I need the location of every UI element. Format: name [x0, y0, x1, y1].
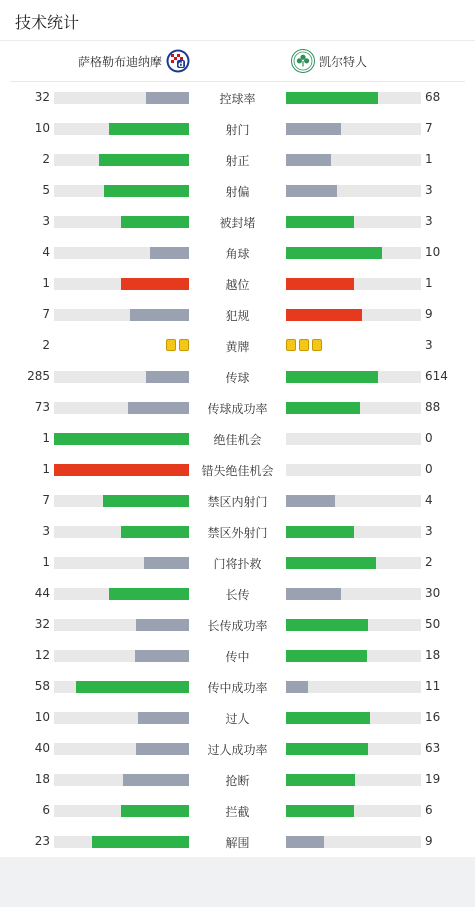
away-bar-fill: [286, 743, 368, 755]
away-bar-track: [286, 681, 421, 693]
stat-row: [0, 113, 475, 144]
home-team[interactable]: [78, 49, 190, 73]
away-bar-track: [286, 278, 421, 290]
away-bar-track: [286, 371, 421, 383]
away-value: 11: [425, 679, 441, 693]
away-team-name: 凯尔特人: [319, 54, 368, 69]
away-bar-track: [286, 402, 421, 414]
home-bar-track: [54, 216, 189, 228]
stat-label: 拦截: [225, 805, 250, 819]
home-value: 1: [42, 462, 50, 476]
away-bar-fill: [286, 650, 367, 662]
stat-label: 错失绝佳机会: [201, 464, 274, 478]
stat-label: 禁区外射门: [207, 526, 268, 540]
away-value: 1: [425, 276, 433, 290]
away-value: 2: [425, 555, 433, 569]
yellow-card-icon: [179, 339, 189, 351]
away-bar-track: [286, 185, 421, 197]
stat-label: 门将扑救: [213, 557, 262, 571]
home-bar-fill: [146, 92, 189, 104]
stat-row: [0, 144, 475, 175]
away-bar-track: [286, 650, 421, 662]
away-value: 9: [425, 307, 433, 321]
away-value: 18: [425, 648, 441, 662]
away-value: 614: [425, 369, 448, 383]
away-bar-fill: [286, 495, 335, 507]
away-bar-track: [286, 123, 421, 135]
home-bar-fill: [121, 216, 189, 228]
home-bar-fill: [136, 743, 189, 755]
home-value: 73: [34, 400, 50, 414]
yellow-card-icon: [286, 339, 296, 351]
away-bar-track: [286, 712, 421, 724]
home-bar-track: [54, 588, 189, 600]
home-value: 5: [42, 183, 50, 197]
home-value: 2: [42, 338, 50, 352]
home-bar-track: [54, 433, 189, 445]
stat-label: 控球率: [219, 92, 256, 106]
stat-label: 长传: [225, 588, 250, 602]
home-value: 3: [42, 214, 50, 228]
away-value: 63: [425, 741, 441, 755]
away-bar-fill: [286, 619, 368, 631]
stat-row: [0, 733, 475, 764]
stat-label: 解围: [225, 836, 250, 850]
stat-row: [0, 175, 475, 206]
stat-row: [0, 237, 475, 268]
away-value: 6: [425, 803, 433, 817]
away-value: 88: [425, 400, 441, 414]
home-value: 40: [34, 741, 50, 755]
home-bar-track: [54, 743, 189, 755]
home-value: 32: [34, 617, 50, 631]
home-bar-track: [54, 185, 189, 197]
away-value: 1: [425, 152, 433, 166]
home-value: 10: [34, 121, 50, 135]
stat-label: 犯规: [225, 309, 250, 323]
away-yellow-cards: [286, 339, 322, 351]
yellow-card-icon: [312, 339, 322, 351]
away-bar-track: [286, 216, 421, 228]
away-bar-fill: [286, 836, 324, 848]
away-bar-fill: [286, 278, 354, 290]
stat-label: 过人: [225, 712, 250, 726]
away-value: 3: [425, 338, 433, 352]
home-value: 1: [42, 431, 50, 445]
home-bar-fill: [104, 185, 189, 197]
home-bar-fill: [109, 123, 189, 135]
yellow-card-icon: [299, 339, 309, 351]
away-bar-track: [286, 836, 421, 848]
home-bar-track: [54, 836, 189, 848]
away-bar-track: [286, 743, 421, 755]
away-value: 10: [425, 245, 441, 259]
stat-label: 射门: [225, 123, 250, 137]
away-value: 50: [425, 617, 441, 631]
home-bar-track: [54, 92, 189, 104]
home-bar-fill: [146, 371, 189, 383]
stat-row: [0, 82, 475, 113]
home-bar-track: [54, 495, 189, 507]
away-bar-fill: [286, 309, 362, 321]
stat-row: [0, 702, 475, 733]
away-bar-fill: [286, 681, 308, 693]
away-bar-track: [286, 526, 421, 538]
teams-header: [10, 41, 465, 82]
away-bar-track: [286, 774, 421, 786]
home-bar-fill: [76, 681, 189, 693]
away-value: 16: [425, 710, 441, 724]
away-value: 3: [425, 183, 433, 197]
stat-label: 传球成功率: [207, 402, 268, 416]
stat-label: 被封堵: [219, 216, 256, 230]
home-value: 10: [34, 710, 50, 724]
home-bar-track: [54, 464, 189, 476]
stat-row: [0, 764, 475, 795]
away-bar-fill: [286, 216, 354, 228]
home-value: 7: [42, 493, 50, 507]
home-value: 1: [42, 276, 50, 290]
stat-label: 禁区内射门: [207, 495, 268, 509]
stat-row: [0, 454, 475, 485]
home-bar-track: [54, 247, 189, 259]
away-bar-fill: [286, 588, 341, 600]
stat-label: 射偏: [225, 185, 250, 199]
away-bar-track: [286, 619, 421, 631]
home-bar-fill: [99, 154, 189, 166]
home-bar-fill: [123, 774, 189, 786]
home-bar-track: [54, 402, 189, 414]
stat-row: [0, 826, 475, 857]
away-value: 19: [425, 772, 441, 786]
home-bar-fill: [128, 402, 189, 414]
stat-label: 抢断: [225, 774, 250, 788]
stat-label: 过人成功率: [207, 743, 268, 757]
stat-label: 传球: [225, 371, 250, 385]
home-bar-track: [54, 681, 189, 693]
away-bar-track: [286, 154, 421, 166]
home-value: 58: [34, 679, 50, 693]
away-value: 0: [425, 431, 433, 445]
home-bar-fill: [138, 712, 189, 724]
away-value: 7: [425, 121, 433, 135]
home-bar-track: [54, 650, 189, 662]
away-bar-fill: [286, 557, 376, 569]
away-bar-track: [286, 588, 421, 600]
stat-row: [0, 268, 475, 299]
yellow-card-icon: [166, 339, 176, 351]
home-bar-track: [54, 805, 189, 817]
stat-row: [0, 547, 475, 578]
stat-label: 黄牌: [225, 340, 250, 354]
home-value: 44: [34, 586, 50, 600]
page-title: 技术统计: [15, 13, 80, 32]
home-value: 4: [42, 245, 50, 259]
home-bar-fill: [103, 495, 189, 507]
stat-row: [0, 795, 475, 826]
home-value: 1: [42, 555, 50, 569]
away-bar-track: [286, 92, 421, 104]
stat-row: [0, 392, 475, 423]
away-bar-fill: [286, 402, 360, 414]
home-team-name: 萨格勒布迪纳摩: [77, 54, 162, 69]
away-value: 4: [425, 493, 433, 507]
home-bar-track: [54, 154, 189, 166]
home-bar-fill: [150, 247, 189, 259]
home-bar-fill: [121, 526, 189, 538]
away-bar-fill: [286, 154, 331, 166]
away-team[interactable]: [291, 49, 367, 73]
away-value: 30: [425, 586, 441, 600]
stat-row: [0, 423, 475, 454]
away-value: 3: [425, 524, 433, 538]
stat-row: [0, 671, 475, 702]
home-bar-track: [54, 712, 189, 724]
home-bar-fill: [121, 278, 189, 290]
home-value: 32: [34, 90, 50, 104]
stat-row: [0, 361, 475, 392]
home-yellow-cards: [166, 339, 189, 351]
away-bar-track: [286, 557, 421, 569]
away-bar-fill: [286, 247, 382, 259]
home-value: 18: [34, 772, 50, 786]
home-bar-fill: [130, 309, 189, 321]
away-bar-fill: [286, 371, 378, 383]
away-bar-fill: [286, 526, 354, 538]
away-value: 3: [425, 214, 433, 228]
header: [0, 0, 475, 41]
stat-row: [0, 516, 475, 547]
stat-row: [0, 609, 475, 640]
home-bar-track: [54, 278, 189, 290]
home-value: 23: [34, 834, 50, 848]
home-bar-fill: [109, 588, 189, 600]
away-bar-track: [286, 805, 421, 817]
away-bar-track: [286, 309, 421, 321]
stat-row: [0, 578, 475, 609]
stat-label: 传中成功率: [207, 681, 268, 695]
home-bar-fill: [136, 619, 189, 631]
home-bar-fill: [144, 557, 189, 569]
stat-row: [0, 640, 475, 671]
away-bar-track: [286, 433, 421, 445]
away-bar-fill: [286, 712, 370, 724]
home-value: 6: [42, 803, 50, 817]
away-bar-track: [286, 464, 421, 476]
home-bar-track: [54, 557, 189, 569]
away-value: 68: [425, 90, 441, 104]
away-bar-track: [286, 495, 421, 507]
svg-text:d: d: [178, 60, 184, 69]
stat-label: 越位: [225, 278, 250, 292]
away-bar-fill: [286, 774, 355, 786]
home-bar-track: [54, 371, 189, 383]
stat-label: 绝佳机会: [213, 433, 262, 447]
away-bar-fill: [286, 185, 337, 197]
home-bar-track: [54, 123, 189, 135]
stat-row: [0, 485, 475, 516]
away-value: 9: [425, 834, 433, 848]
home-bar-fill: [121, 805, 189, 817]
home-bar-track: [54, 619, 189, 631]
home-value: 285: [27, 369, 50, 383]
away-bar-fill: [286, 805, 354, 817]
stat-label: 角球: [225, 247, 250, 261]
stat-label: 长传成功率: [207, 619, 268, 633]
celtic-clover-logo-icon: [291, 49, 315, 73]
home-bar-fill: [135, 650, 189, 662]
stat-label: 传中: [225, 650, 250, 664]
away-value: 0: [425, 462, 433, 476]
home-bar-fill: [54, 464, 189, 476]
away-bar-fill: [286, 123, 341, 135]
home-bar-track: [54, 309, 189, 321]
stat-row: [0, 206, 475, 237]
home-bar-fill: [92, 836, 189, 848]
stat-row: [0, 299, 475, 330]
stat-label: 射正: [225, 154, 250, 168]
home-bar-track: [54, 526, 189, 538]
away-bar-fill: [286, 92, 378, 104]
home-value: 7: [42, 307, 50, 321]
home-value: 12: [34, 648, 50, 662]
stats-list: [0, 82, 475, 857]
home-bar-fill: [54, 433, 189, 445]
home-bar-track: [54, 774, 189, 786]
home-value: 3: [42, 524, 50, 538]
dinamo-zagreb-logo-icon: [166, 49, 190, 73]
away-bar-track: [286, 247, 421, 259]
home-value: 2: [42, 152, 50, 166]
stat-row: [0, 330, 475, 361]
